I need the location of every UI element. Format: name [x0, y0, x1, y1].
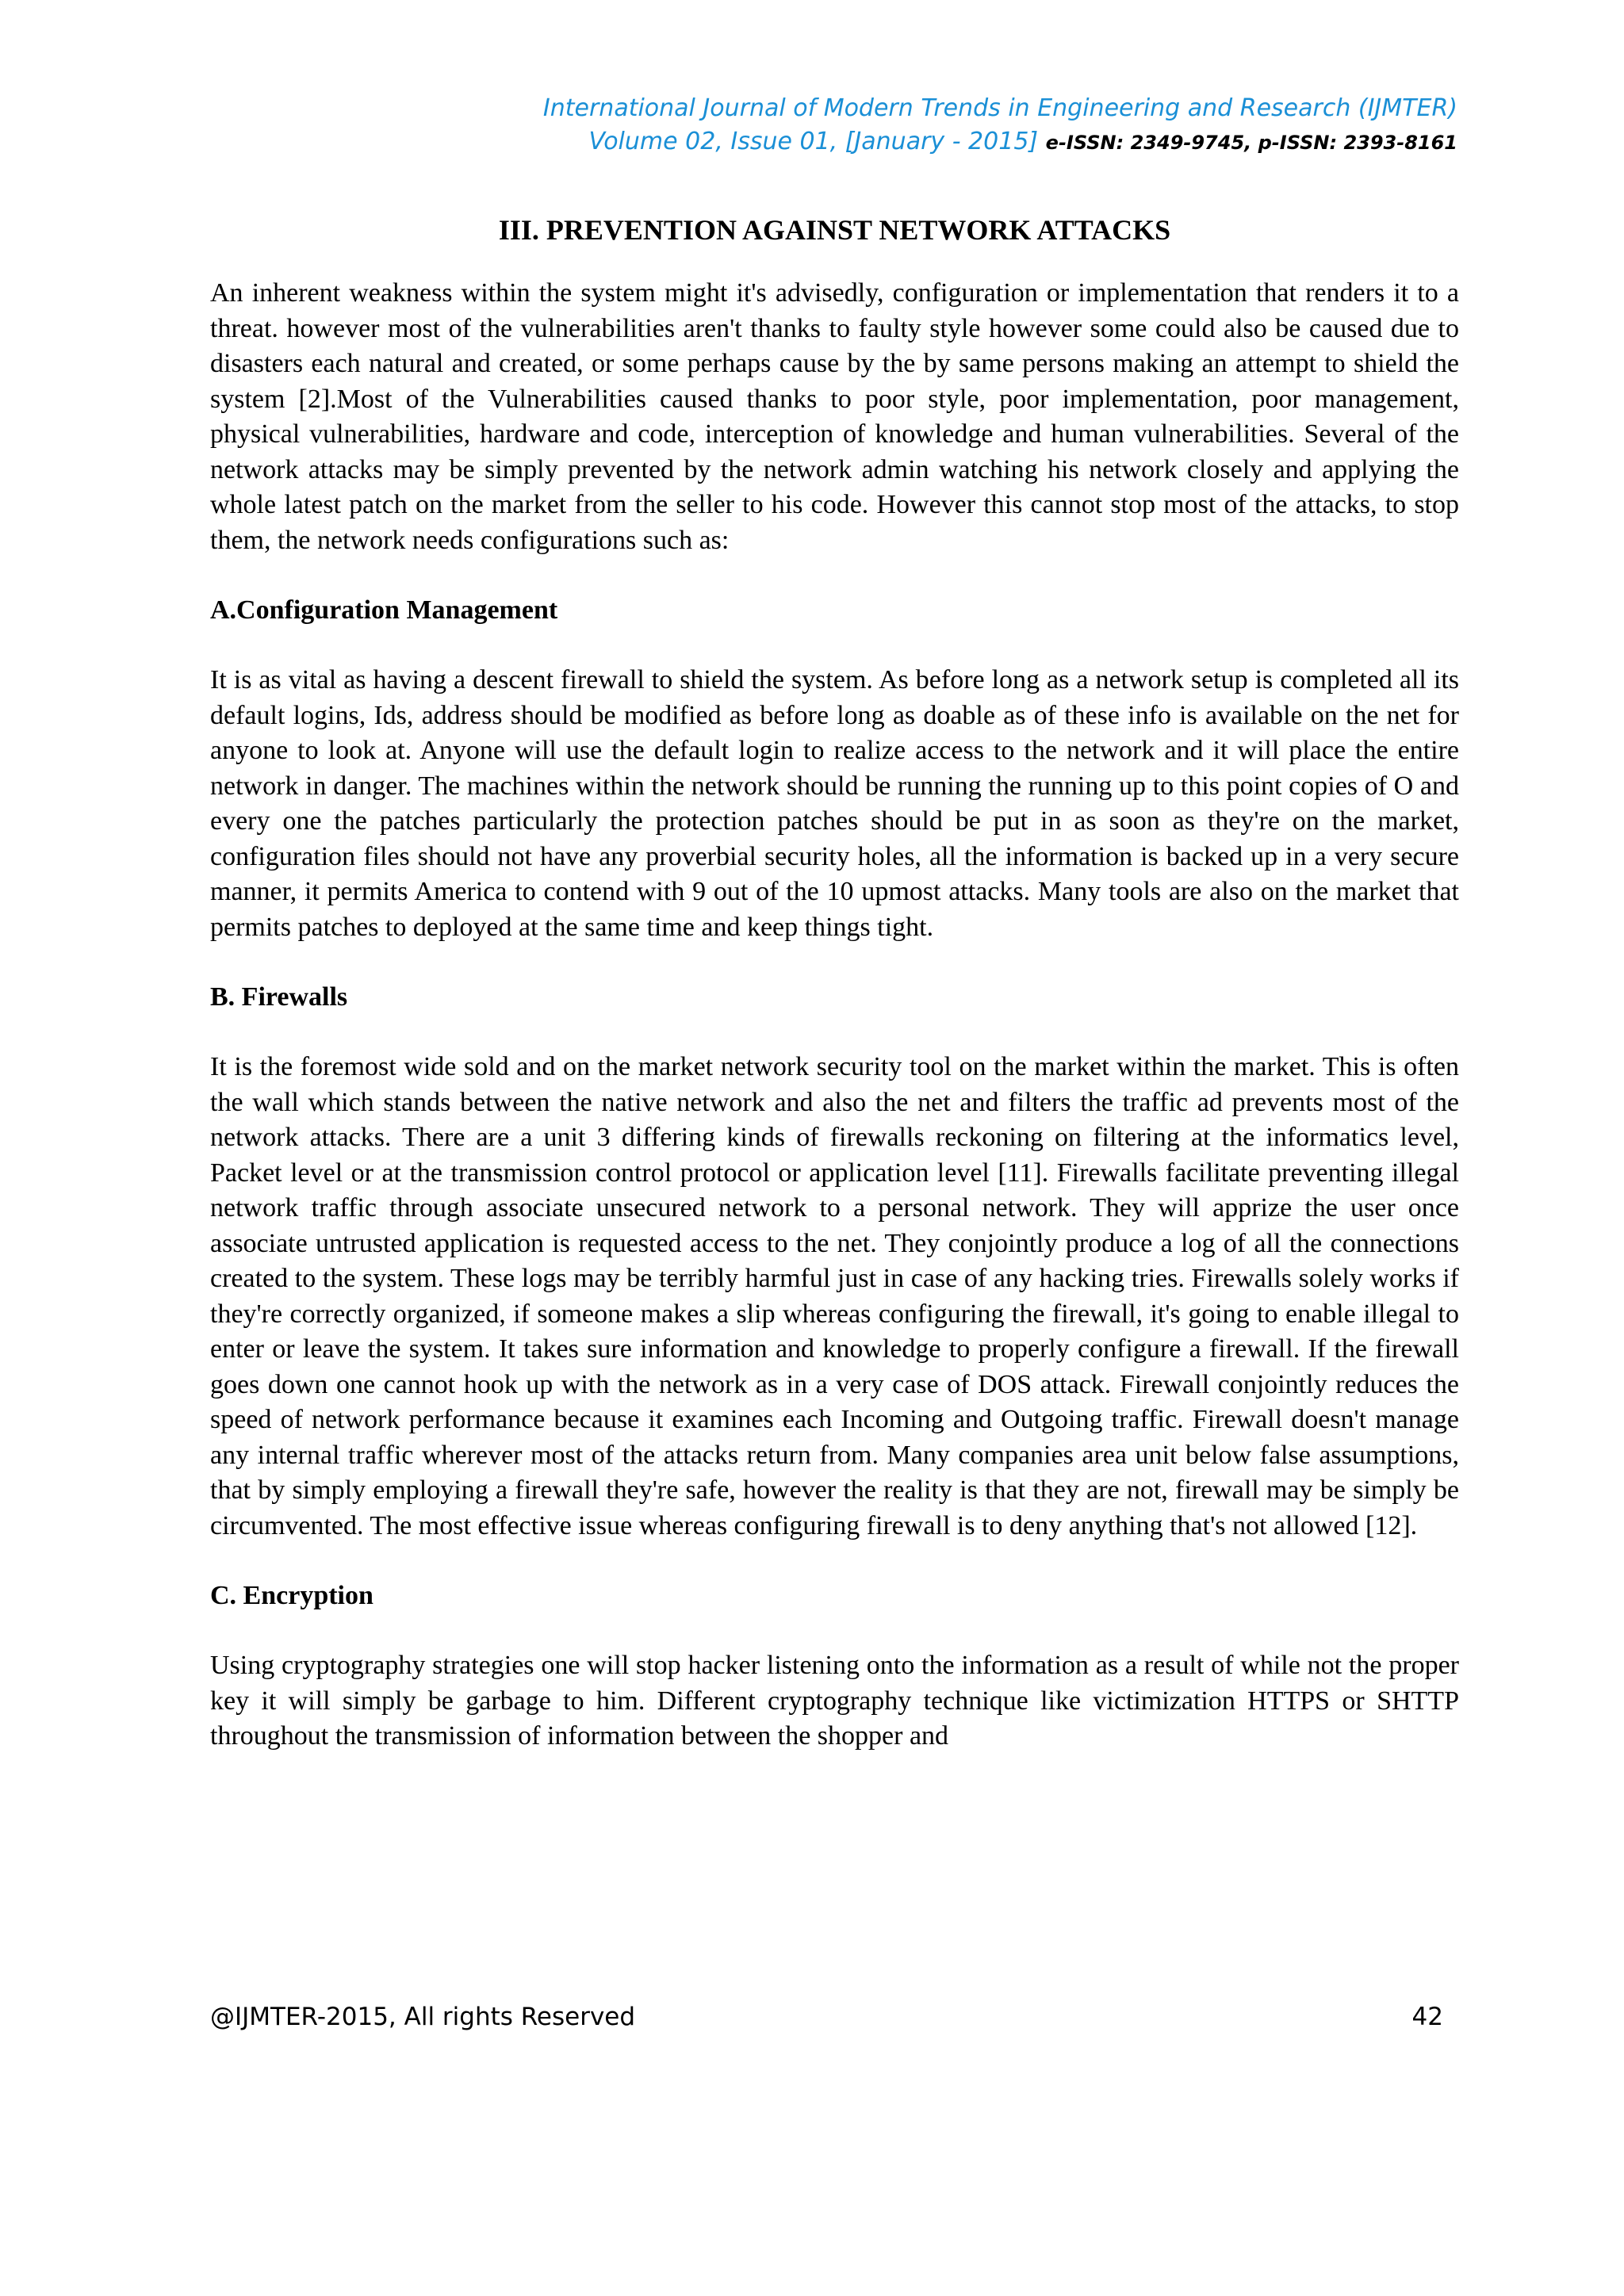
subsection-body-configuration-management: It is as vital as having a descent firewall to shield the system. As before long as a network setup is completed all its default logins, Ids, address should be modified as before long as doable as of these info is available on the net for anyone to look at. Anyone will use the default login to realize access to the network and it will place the entire network in danger. The machines within the network should be running the running up to this point copies of O and every one the patches particularly the protection patches should be put in as soon as they're on the market, configuration files should not have any proverbial security holes, all the information is backed up in a very secure manner, it permits America to contend with 9 out of the 10 upmost attacks. Many tools are also on the market that permits patches to deployed at the same time and keep things tight.	[210, 665, 1459, 942]
subsection-heading-encryption: C. Encryption	[210, 1581, 373, 1610]
journal-title: International Journal of Modern Trends in Engineering and Research (IJMTER)	[542, 94, 1457, 122]
subsection-heading-firewalls: B. Firewalls	[210, 982, 348, 1012]
section-title: III. PREVENTION AGAINST NETWORK ATTACKS	[498, 214, 1171, 246]
section-intro-paragraph: An inherent weakness within the system might it's advisedly, configuration or implementation that renders it to a threat. however most of the vulnerabilities aren't thanks to faulty style however some could also be caused due to disasters each natural and created, or some perhaps cause by the by same persons making an attempt to shield the system [2].Most of the Vulnerabilities caused thanks to poor style, poor implementation, poor management, physical vulnerabilities, hardware and code, interception of knowledge and human vulnerabilities. Several of the network attacks may be simply prevented by the network admin watching his network closely and applying the whole latest patch on the market from the seller to his code. However this cannot stop most of the attacks, to stop them, the network needs configurations such as:	[210, 278, 1459, 555]
journal-header	[268, 92, 1457, 159]
page-number: 42	[1411, 2003, 1443, 2031]
journal-issn: e-ISSN: 2349-9745, p-ISSN: 2393-8161	[1045, 132, 1457, 154]
subsection-body-encryption: Using cryptography strategies one will stop hacker listening onto the information as a result of while not the proper key it will simply be garbage to him. Different cryptography technique like victimization HTTPS or SHTTP throughout the transmission of information between the shopper and	[210, 1651, 1459, 1751]
subsection-heading-configuration-management: A.Configuration Management	[210, 595, 558, 625]
page-content	[210, 212, 1459, 1789]
journal-volume-line	[268, 125, 1457, 159]
footer-copyright: @IJMTER-2015, All rights Reserved	[210, 2003, 636, 2031]
subsection-body-firewalls: It is the foremost wide sold and on the market network security tool on the market within the market. This is often the wall which stands between the native network and also the net and filters the traffic ad prevents most of the network attacks. There are a unit 3 differing kinds of firewalls reckoning on filtering at the informatics level, Packet level or at the transmission control protocol or application level [11]. Firewalls facilitate preventing illegal network traffic through associate unsecured network to a personal network. They will apprize the user once associate untrusted application is requested access to the net. They conjointly produce a log of all the connections created to the system. These logs may be terribly harmful just in case of any hacking tries. Firewalls solely works if they're correctly organized, if someone makes a slip whereas configuring the firewall, it's going to enable illegal to enter or leave the system. It takes sure information and knowledge to properly configure a firewall. If the firewall goes down one cannot hook up with the network as in a very case of DOS attack. Firewall conjointly reduces the speed of network performance because it examines each Incoming and Outgoing traffic. Firewall doesn't manage any internal traffic wherever most of the attacks return from. Many companies area unit below false assumptions, that by simply employing a firewall they're safe, however the reality is that they are not, firewall may be simply be circumvented. The most effective issue whereas configuring firewall is to deny anything that's not allowed [12].	[210, 1052, 1459, 1540]
journal-volume: Volume 02, Issue 01, [January - 2015]	[588, 128, 1039, 155]
